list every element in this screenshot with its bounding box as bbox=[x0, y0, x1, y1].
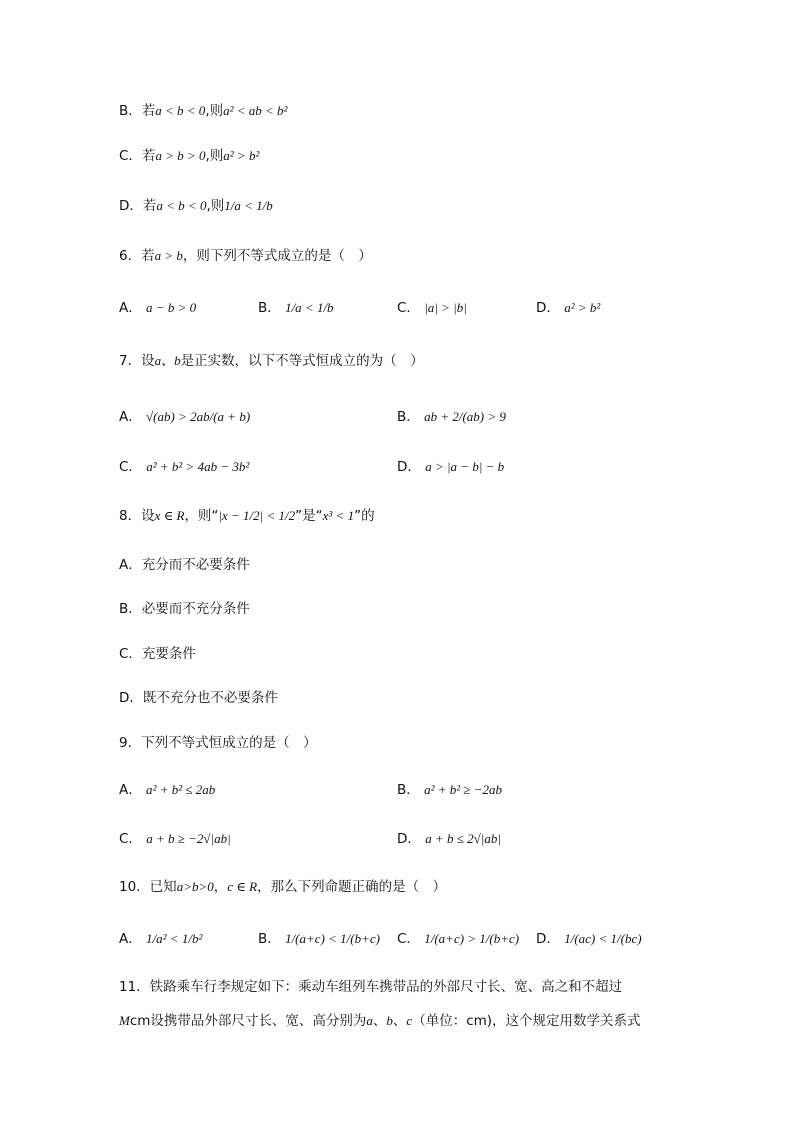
question-number: 6．若 bbox=[119, 248, 155, 264]
question-text: ，则“ bbox=[184, 508, 219, 524]
math-expression: 1/(a+c) < 1/(b+c) bbox=[285, 931, 380, 946]
q10-option-b bbox=[258, 927, 380, 947]
q11-stem-line2 bbox=[119, 1011, 641, 1031]
math-expression: 1/a² < 1/b² bbox=[146, 931, 203, 946]
q9-option-d bbox=[397, 827, 501, 847]
math-expression: a² + b² > 4ab − 3b² bbox=[146, 459, 250, 474]
math-var: c bbox=[406, 1013, 413, 1028]
math-condition: a < b < 0 bbox=[155, 103, 206, 118]
math-expression: x³ < 1 bbox=[322, 508, 355, 523]
question-text: ”是“ bbox=[295, 508, 323, 524]
math-conclusion: a² < ab < b² bbox=[223, 103, 288, 118]
math-var: b bbox=[386, 1013, 393, 1028]
option-label: A． bbox=[119, 782, 142, 798]
math-conclusion: 1/a < 1/b bbox=[224, 198, 273, 213]
math-expression: |a| > |b| bbox=[424, 300, 467, 315]
math-expression: |x − 1/2| < 1/2 bbox=[218, 508, 296, 523]
option-text: 若 bbox=[141, 148, 156, 164]
option-label: C． bbox=[397, 931, 420, 947]
question-text: 、 bbox=[372, 1013, 387, 1029]
q7-option-b bbox=[397, 405, 506, 425]
option-label: A． bbox=[119, 931, 142, 947]
q9-option-a bbox=[119, 778, 215, 798]
q6-option-d bbox=[536, 296, 600, 316]
math-conclusion: a² > b² bbox=[223, 148, 260, 163]
math-expression: a² > b² bbox=[564, 300, 601, 315]
option-label: D． bbox=[397, 459, 421, 475]
option-label: B． bbox=[258, 931, 281, 947]
math-expression: ab + 2/(ab) > 9 bbox=[424, 409, 506, 424]
option-text: ,则 bbox=[205, 148, 224, 164]
q5-option-b bbox=[119, 101, 287, 121]
question-text: （单位：cm)，这个规定用数学关系式 bbox=[412, 1013, 641, 1029]
option-label: D． bbox=[536, 931, 560, 947]
math-expression: 1/a < 1/b bbox=[285, 300, 334, 315]
option-label: A． bbox=[119, 300, 142, 316]
option-label: D． bbox=[119, 198, 143, 214]
question-text: cm设携带品外部尺寸长、宽、高分别为 bbox=[129, 1013, 367, 1029]
q9-option-c bbox=[119, 827, 231, 847]
q7-option-c bbox=[119, 455, 249, 475]
question-number: 7．设 bbox=[119, 353, 155, 369]
math-condition: a > b > 0 bbox=[155, 148, 206, 163]
q6-option-b bbox=[258, 296, 334, 316]
question-text: ，则下列不等式成立的是（ ） bbox=[182, 248, 372, 264]
q6-option-a bbox=[119, 296, 196, 316]
math-var: M bbox=[119, 1013, 130, 1028]
math-condition: c ∈ R bbox=[227, 879, 258, 894]
option-text: ,则 bbox=[205, 103, 224, 119]
math-expression: 1/(a+c) > 1/(b+c) bbox=[424, 931, 520, 946]
q8-stem bbox=[119, 506, 375, 526]
q6-stem bbox=[119, 246, 372, 266]
math-condition: a>b>0 bbox=[176, 879, 214, 894]
q7-option-a bbox=[119, 405, 250, 425]
q9-stem: 9．下列不等式恒成立的是（ ） bbox=[119, 735, 317, 751]
option-label: C． bbox=[119, 831, 142, 847]
math-condition: a < b < 0 bbox=[156, 198, 207, 213]
q8-option-c: C．充要条件 bbox=[119, 646, 196, 662]
math-condition: x ∈ R bbox=[154, 508, 185, 523]
option-label: A． bbox=[119, 409, 142, 425]
option-label: D． bbox=[536, 300, 560, 316]
math-expression: 1/(ac) < 1/(bc) bbox=[564, 931, 642, 946]
math-expression: √(ab) > 2ab/(a + b) bbox=[146, 409, 251, 424]
question-text: ，那么下列命题正确的是（ ） bbox=[257, 879, 447, 895]
option-label: B． bbox=[397, 782, 420, 798]
option-label: C． bbox=[119, 148, 142, 164]
math-vars: a、b bbox=[154, 353, 181, 368]
option-label: B． bbox=[119, 103, 142, 119]
question-text: ， bbox=[213, 879, 228, 895]
q10-stem bbox=[119, 877, 446, 897]
q10-option-a bbox=[119, 927, 202, 947]
question-text: 是正实数，以下不等式恒成立的为（ ） bbox=[180, 353, 424, 369]
option-text: 若 bbox=[141, 103, 156, 119]
question-text: ”的 bbox=[354, 508, 375, 524]
option-text: ,则 bbox=[206, 198, 225, 214]
q11-stem-line1: 11．铁路乘车行李规定如下：乘动车组列车携带品的外部尺寸长、宽、高之和不超过 bbox=[119, 979, 623, 995]
q8-option-a: A．充分而不必要条件 bbox=[119, 557, 250, 573]
q6-option-c bbox=[397, 296, 467, 316]
q9-option-b bbox=[397, 778, 502, 798]
math-expression: a² + b² ≤ 2ab bbox=[146, 782, 216, 797]
math-var: a bbox=[366, 1013, 373, 1028]
math-expression: a − b > 0 bbox=[146, 300, 197, 315]
option-label: C． bbox=[119, 459, 142, 475]
question-number: 10．已知 bbox=[119, 879, 177, 895]
option-label: C． bbox=[397, 300, 420, 316]
q5-option-d bbox=[119, 196, 273, 216]
q7-option-d bbox=[397, 455, 504, 475]
option-label: B． bbox=[258, 300, 281, 316]
q10-option-d bbox=[536, 927, 642, 947]
math-expression: a + b ≤ 2√|ab| bbox=[425, 831, 501, 846]
q10-option-c bbox=[397, 927, 519, 947]
math-expression: a² + b² ≥ −2ab bbox=[424, 782, 503, 797]
q8-option-d: D．既不充分也不必要条件 bbox=[119, 690, 278, 706]
option-text: 若 bbox=[142, 198, 157, 214]
math-expression: a > |a − b| − b bbox=[425, 459, 505, 474]
q7-stem bbox=[119, 351, 424, 371]
q5-option-c bbox=[119, 146, 259, 166]
math-expression: a + b ≥ −2√|ab| bbox=[146, 831, 231, 846]
question-text: 、 bbox=[392, 1013, 407, 1029]
q8-option-b: B．必要而不充分条件 bbox=[119, 601, 250, 617]
question-number: 8．设 bbox=[119, 508, 155, 524]
option-label: B． bbox=[397, 409, 420, 425]
option-label: D． bbox=[397, 831, 421, 847]
math-condition: a > b bbox=[154, 248, 183, 263]
